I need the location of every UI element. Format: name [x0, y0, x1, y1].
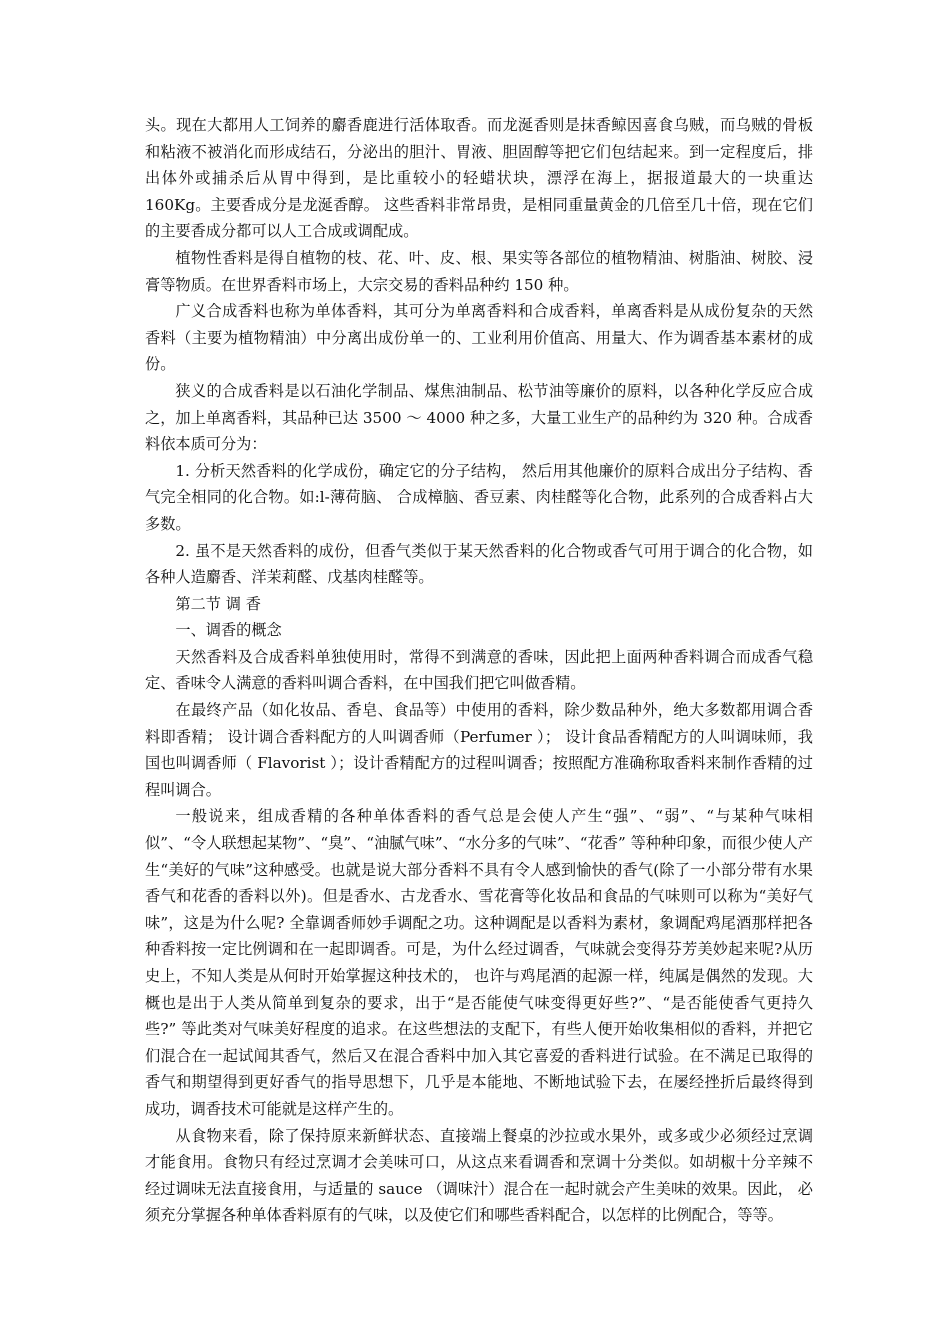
- paragraph-musk-ambergris: 头。现在大都用人工饲养的麝香鹿进行活体取香。而龙涎香则是抹香鲸因喜食乌贼，而乌贼的骨板和粘液不被消化而形成结石，分泌出的胆汁、胃液、胆固醇等把它们包结起来。到一定程度后，排出体外或捕杀后从胃中得到，是比重较小的轻蜡状块，漂浮在海上，据报道最大的一块重达 160Kg。主要香成分是龙涎香醇。 这些香料非常昂贵，是相同重量黄金的几倍至几十倍，现在它们的主要香成分都可以人工合成或调配成。: [145, 116, 813, 241]
- paragraph-blending-history: 一般说来，组成香精的各种单体香料的香气总是会使人产生“强”、“弱”、“与某种气味相似”、“令人联想起某物”、“臭”、“油腻气味”、“水分多的气味”、“花香” 等种种印象，而很少使人产生“美好的气味”这种感受。也就是说大部分香料不具有令人感到愉快的香气(除了一小部分带有水果香气和花香的香料以外)。但是香水、古龙香水、雪花膏等化妆品和食品的气味则可以称为“美好气味”，这是为什么呢? 全靠调香师妙手调配之功。这种调配是以香料为素材，象调配鸡尾酒那样把各种香料按一定比例调和在一起即调香。可是，为什么经过调香，气味就会变得芬芳美妙起来呢?从历史上，不知人类是从何时开始掌握这种技术的， 也许与鸡尾酒的起源一样，纯属是偶然的发现。大概也是出于人类从简单到复杂的要求，出于“是否能使气味变得更好些?”、“是否能使香气更持久些?” 等此类对气味美好程度的追求。在这些想法的支配下，有些人便开始收集相似的香料，并把它们混合在一起试闻其香气，然后又在混合香料中加入其它喜爱的香料进行试验。在不满足已取得的香气和期望得到更好香气的指导思想下，几乎是本能地、不断地试验下去，在屡经挫折后最终得到成功，调香技术可能就是这样产生的。: [145, 807, 813, 1118]
- section-heading: 第二节 调 香: [175, 594, 261, 613]
- list-item-2: 2. 虽不是天然香料的成份，但香气类似于某天然香料的化合物或香气可用于调合的化合物，如各种人造麝香、洋茉莉醛、戊基肉桂醛等。: [145, 541, 813, 587]
- paragraph-broad-synthetic: 广义合成香料也称为单体香料，其可分为单离香料和合成香料，单离香料是从成份复杂的天然香料（主要为植物精油）中分离出成份单一的、工业利用价值高、用量大、作为调香基本素材的成份。: [145, 302, 813, 374]
- paragraph-cooking-analogy: 从食物来看，除了保持原来新鲜状态、直接端上餐桌的沙拉或水果外，或多或少必须经过烹调才能食用。食物只有经过烹调才会美味可口，从这点来看调香和烹调十分类似。如胡椒十分辛辣不经过调味无法直接食用，与适量的 sauce （调味汁）混合在一起时就会产生美味的效果。因此， 必须充分掌握各种单体香料原有的气味，以及使它们和哪些香料配合，以怎样的比例配合，等等。: [145, 1126, 813, 1225]
- paragraph-plant-fragrances: 植物性香料是得自植物的枝、花、叶、皮、根、果实等各部位的植物精油、树脂油、树胶、浸膏等物质。在世界香料市场上，大宗交易的香料品种约 150 种。: [145, 248, 813, 294]
- subsection-heading: 一、调香的概念: [175, 621, 282, 640]
- paragraph-narrow-synthetic: 狭义的合成香料是以石油化学制品、煤焦油制品、松节油等廉价的原料，以各种化学反应合成之，加上单离香料，其品种已达 3500 ～ 4000 种之多，大量工业生产的品种约为 320 种。合成香料依本质可分为：: [145, 381, 813, 454]
- body-text: [145, 112, 813, 1229]
- paragraph-blended-fragrance: 天然香料及合成香料单独使用时，常得不到满意的香味，因此把上面两种香料调合而成香气稳定、香味令人满意的香料叫调合香料，在中国我们把它叫做香精。: [145, 647, 813, 693]
- paragraph-perfumer: 在最终产品（如化妆品、香皂、食品等）中使用的香料，除少数品种外，绝大多数都用调合香料即香精； 设计调合香料配方的人叫调香师（Perfumer ）； 设计食品香精配方的人叫调味师，我国也叫调香师（ Flavorist ）；设计香精配方的过程叫调香；按照配方准确称取香料来制作香精的过程叫调合。: [145, 701, 813, 799]
- list-item-1: 1. 分析天然香料的化学成份，确定它的分子结构， 然后用其他廉价的原料合成出分子结构、香气完全相同的化合物。如:l-薄荷脑、 合成樟脑、香豆素、肉桂醛等化合物，此系列的合成香料占大多数。: [145, 461, 813, 533]
